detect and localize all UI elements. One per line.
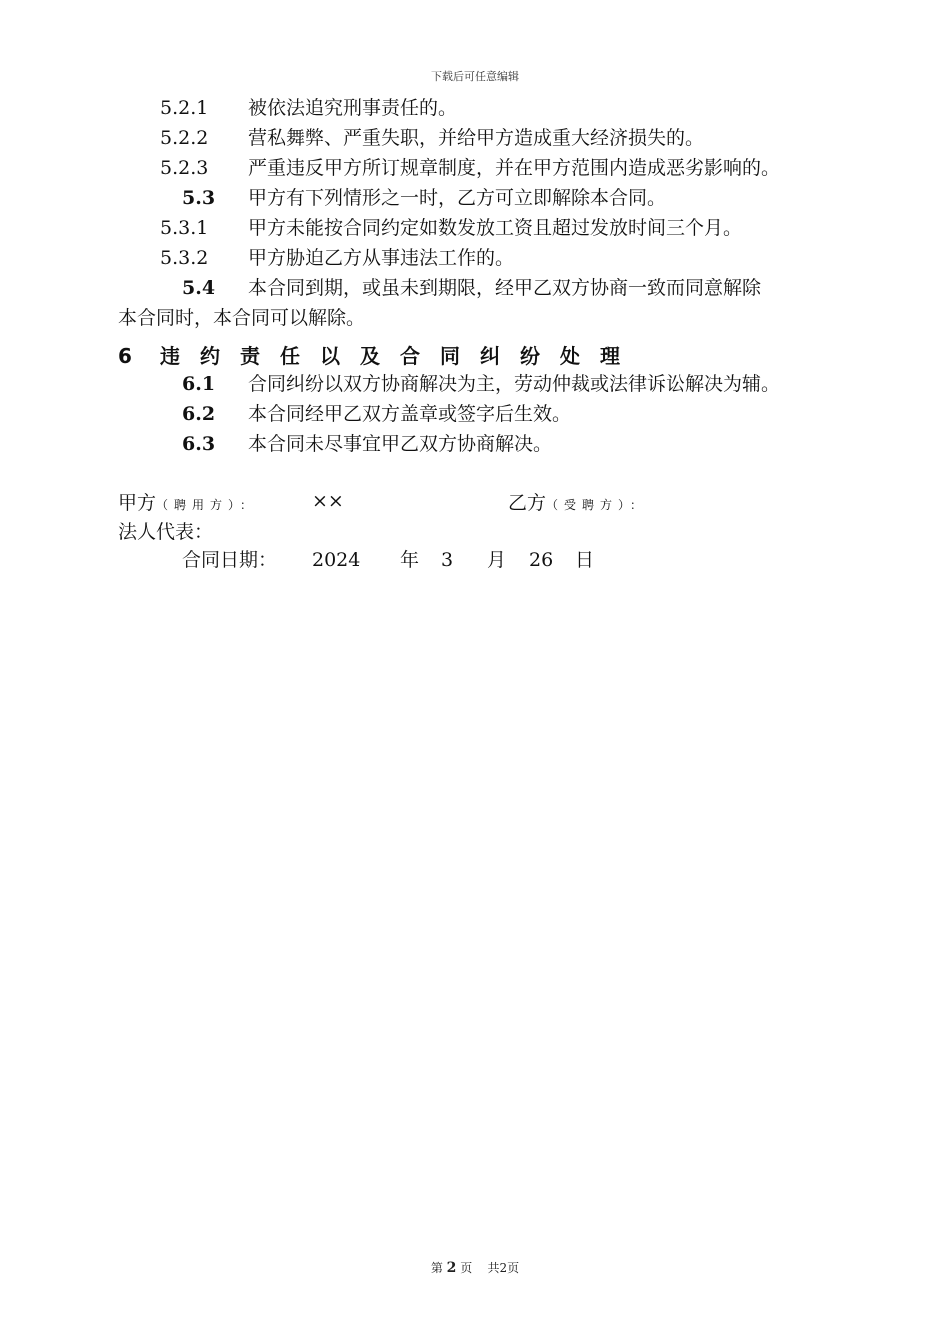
clause-number: 5.2.3 [160, 157, 209, 179]
party-a-value: ×× [312, 490, 344, 512]
page-footer [0, 1259, 950, 1276]
party-a-title: 甲方 [118, 492, 157, 514]
section-6-heading [118, 340, 640, 369]
section-number: 6 [118, 344, 132, 368]
date-label: 合同日期： [182, 549, 278, 571]
clause-text: 严重违反甲方所订规章制度，并在甲方范围内造成恶劣影响的。 [248, 157, 781, 179]
date-day-unit: 日 [575, 549, 595, 571]
clause-number: 5.4 [182, 277, 216, 299]
clause-text: 本合同未尽事宜甲乙双方协商解决。 [248, 433, 553, 455]
clause-text: 营私舞弊、严重失职，并给甲方造成重大经济损失的。 [248, 127, 705, 149]
party-b-title: 乙方 [508, 492, 547, 514]
clause-text: 合同纠纷以双方协商解决为主，劳动仲裁或法律诉讼解决为辅。 [248, 373, 781, 395]
date-day: 26 [529, 549, 554, 571]
clause-number: 6.3 [182, 433, 216, 455]
clause-number: 5.3 [182, 187, 216, 209]
date-month: 3 [441, 549, 454, 571]
clause-number: 5.3.1 [160, 217, 209, 239]
clause-number: 5.2.2 [160, 127, 209, 149]
clause-text: 本合同时，本合同可以解除。 [118, 307, 366, 329]
party-a-subtitle: （聘用方）： [156, 498, 259, 512]
footer-prefix: 第 [430, 1261, 443, 1275]
date-year-unit: 年 [400, 549, 420, 571]
footer-total: 共2页 [487, 1261, 520, 1275]
clause-text: 甲方未能按合同约定如数发放工资且超过发放时间三个月。 [248, 217, 743, 239]
party-a-label [118, 488, 258, 515]
page-header: 下载后可任意编辑 [431, 70, 519, 83]
footer-page-unit: 页 [460, 1261, 473, 1275]
clause-text: 甲方有下列情形之一时，乙方可立即解除本合同。 [248, 187, 667, 209]
clause-text: 本合同经甲乙双方盖章或签字后生效。 [248, 403, 572, 425]
clause-number: 6.1 [182, 373, 216, 395]
date-month-unit: 月 [487, 549, 507, 571]
clause-text: 本合同到期，或虽未到期限，经甲乙双方协商一致而同意解除 [248, 277, 762, 299]
date-year: 2024 [312, 549, 361, 571]
clause-number: 6.2 [182, 403, 216, 425]
clause-number: 5.2.1 [160, 97, 209, 119]
clause-text: 被依法追究刑事责任的。 [248, 97, 458, 119]
legal-representative-label: 法人代表： [118, 521, 214, 543]
section-title: 违约责任以及合同纠纷处理 [160, 344, 640, 368]
party-b-label [508, 488, 648, 515]
clause-number: 5.3.2 [160, 247, 209, 269]
footer-page-number: 2 [446, 1260, 457, 1276]
party-b-subtitle: （受聘方）： [546, 498, 649, 512]
clause-text: 甲方胁迫乙方从事违法工作的。 [248, 247, 515, 269]
